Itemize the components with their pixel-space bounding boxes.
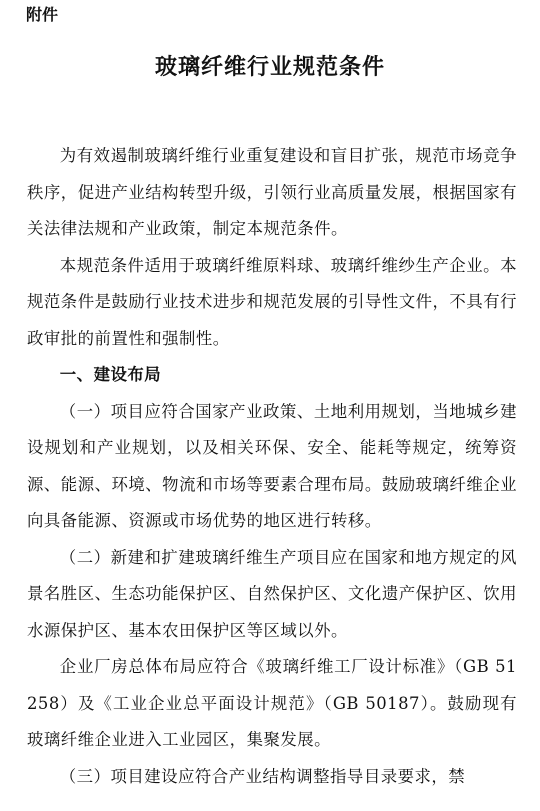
clause-2-factory-layout: 企业厂房总体布局应符合《玻璃纤维工厂设计标准》（GB 51258）及《工业企业总平面设计规范》（GB 50187）。鼓励现有玻璃纤维企业进入工业园区，集聚发展。	[27, 657, 517, 749]
clause-2-protected-areas: （二）新建和扩建玻璃纤维生产项目应在国家和地方规定的风景名胜区、生态功能保护区、自然保护区、文化遗产保护区、饮用水源保护区、基本农田保护区等区域以外。	[27, 547, 517, 640]
attachment-label: 附件	[26, 5, 59, 24]
section-heading-construction-layout: 一、建设布局	[59, 365, 162, 384]
intro-paragraph-purpose: 为有效遏制玻璃纤维行业重复建设和盲目扩张，规范市场竞争秩序，促进产业结构转型升级，引领行业高质量发展，根据国家有关法律法规和产业政策，制定本规范条件。	[27, 146, 517, 238]
clause-1-policy-compliance: （一）项目应符合国家产业政策、土地利用规划，当地城乡建设规划和产业规划，以及相关环保、安全、能耗等规定，统筹资源、能源、环境、物流和市场等要素合理布局。鼓励玻璃纤维企业向具备能源、资源或市场优势的地区进行转移。	[27, 401, 517, 530]
document-body	[27, 138, 517, 795]
document-title: 玻璃纤维行业规范条件	[154, 55, 385, 80]
intro-paragraph-scope: 本规范条件适用于玻璃纤维原料球、玻璃纤维纱生产企业。本规范条件是鼓励行业技术进步和规范发展的引导性文件，不具有行政审批的前置性和强制性。	[27, 255, 517, 348]
clause-3-industrial-structure: （三）项目建设应符合产业结构调整指导目录要求，禁	[59, 766, 466, 786]
